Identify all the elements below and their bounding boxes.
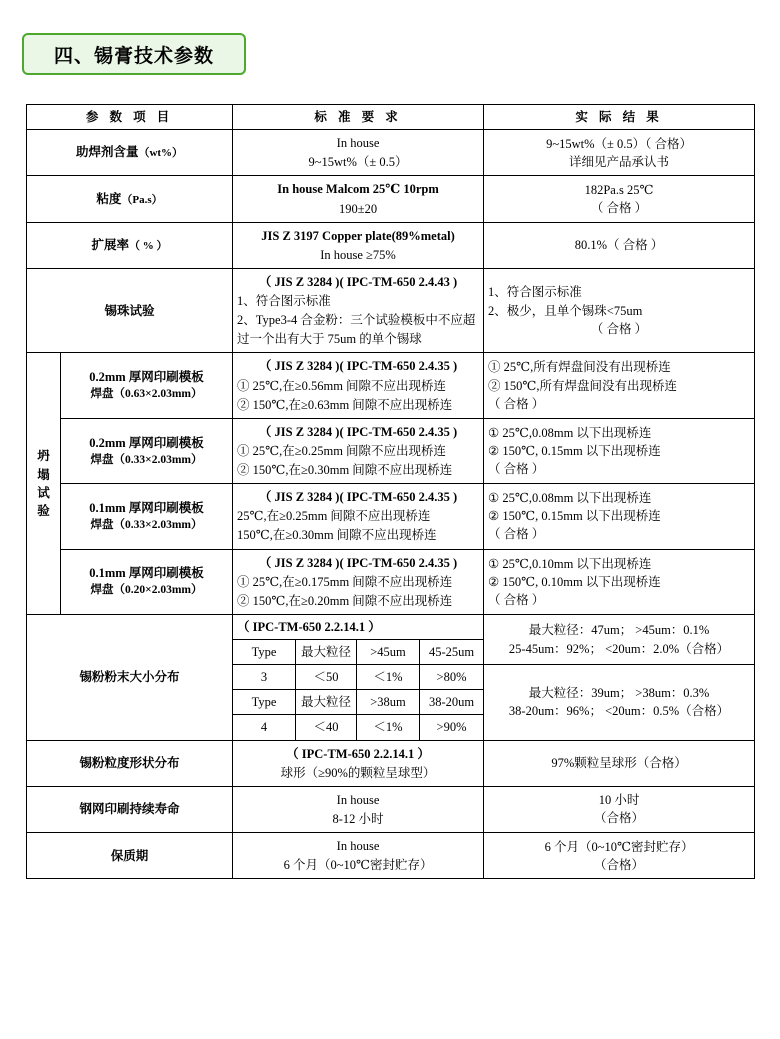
powder-r2-type: 4 (233, 715, 296, 740)
shelf-life-actual: 6 个月（0~10℃密封贮存） （合格） (484, 833, 755, 879)
table-row-powder-shape (27, 740, 755, 786)
row-label-shelf-life: 保质期 (27, 833, 233, 879)
shelf-life-standard: In house 6 个月（0~10℃密封贮存） (233, 833, 484, 879)
row-actual-solderball: 1、符合图示标准 2、极少，且单个锡珠<75um （ 合格 ） (484, 268, 755, 353)
powder-r1-type: 3 (233, 665, 296, 690)
stencil-life-actual: 10 小时 （合格） (484, 786, 755, 832)
powder-shape-standard: （ IPC-TM-650 2.2.14.1 ） 球形（≥90%的颗粒呈球型） (233, 740, 484, 786)
slump-4-actual: ① 25℃,0.10mm 以下出现桥连 ② 150℃, 0.10mm 以下出现桥连 （ 合格 ） (484, 549, 755, 614)
powder-h1-gt45: >45um (357, 640, 420, 665)
table-row-powder-size-title (27, 614, 755, 639)
powder-h2-max: 最大粒径 (296, 690, 357, 715)
table-row-flux (27, 130, 755, 176)
table-row-slump-1 (27, 353, 755, 418)
row-label-stencil-life: 钢网印刷持续寿命 (27, 786, 233, 832)
row-standard-viscosity: In house Malcom 25℃ 10rpm 190±20 (233, 176, 484, 222)
stencil-life-standard: In house 8-12 小时 (233, 786, 484, 832)
powder-r2-max: ＜40 (296, 715, 357, 740)
slump-1-label: 0.2mm 厚网印刷模板 焊盘（0.63×2.03mm） (61, 353, 233, 418)
row-label-flux: 助焊剂含量（wt%） (27, 130, 233, 176)
powder-size-actual-top: 最大粒径：47um； >45um：0.1% 25-45um：92%； <20um：2.0%（合格） (484, 614, 755, 664)
slump-1-standard: （ JIS Z 3284 )( IPC-TM-650 2.4.35 ) ① 25℃,在≥0.56mm 间隙不应出现桥连 ② 150℃,在≥0.63mm 间隙不应出现桥连 (233, 353, 484, 418)
row-actual-spread: 80.1%（ 合格 ） (484, 222, 755, 268)
row-label-slump: 坍 塌 试 验 (27, 353, 61, 615)
slump-2-actual: ① 25℃,0.08mm 以下出现桥连 ② 150℃, 0.15mm 以下出现桥连 （ 合格 ） (484, 418, 755, 483)
row-label-solderball: 锡珠试验 (27, 268, 233, 353)
row-label-powder-shape: 锡粉粒度形状分布 (27, 740, 233, 786)
powder-r1-4525: >80% (420, 665, 484, 690)
powder-r2-gt38: ＜1% (357, 715, 420, 740)
table-row-spread (27, 222, 755, 268)
powder-shape-actual: 97%颗粒呈球形（合格） (484, 740, 755, 786)
powder-size-standard-title: （ IPC-TM-650 2.2.14.1 ） (233, 614, 484, 639)
table-row-slump-3 (27, 484, 755, 549)
table-row-shelf-life (27, 833, 755, 879)
powder-size-actual-bottom: 最大粒径：39um； >38um：0.3% 38-20um：96%； <20um：0.5%（合格） (484, 665, 755, 740)
slump-1-actual: ① 25℃,所有焊盘间没有出现桥连 ② 150℃,所有焊盘间没有出现桥连 （ 合格 ） (484, 353, 755, 418)
powder-r1-max: ＜50 (296, 665, 357, 690)
table-row-viscosity (27, 176, 755, 222)
slump-3-label: 0.1mm 厚网印刷模板 焊盘（0.33×2.03mm） (61, 484, 233, 549)
slump-4-label: 0.1mm 厚网印刷模板 焊盘（0.20×2.03mm） (61, 549, 233, 614)
row-label-viscosity: 粘度（Pa.s） (27, 176, 233, 222)
header-parameter: 参 数 项 目 (27, 105, 233, 130)
slump-2-label: 0.2mm 厚网印刷模板 焊盘（0.33×2.03mm） (61, 418, 233, 483)
powder-h2-3820: 38-20um (420, 690, 484, 715)
heading-banner (22, 33, 246, 75)
table-row-slump-2 (27, 418, 755, 483)
spec-table (26, 104, 755, 879)
slump-3-actual: ① 25℃,0.08mm 以下出现桥连 ② 150℃, 0.15mm 以下出现桥连 （ 合格 ） (484, 484, 755, 549)
row-label-spread: 扩展率（ % ） (27, 222, 233, 268)
row-label-powder-size: 锡粉粉末大小分布 (27, 614, 233, 740)
powder-r2-3820: >90% (420, 715, 484, 740)
powder-r1-gt45: ＜1% (357, 665, 420, 690)
slump-4-standard: （ JIS Z 3284 )( IPC-TM-650 2.4.35 ) ① 25℃,在≥0.175mm 间隙不应出现桥连 ② 150℃,在≥0.20mm 间隙不应出现桥连 (233, 549, 484, 614)
powder-h2-gt38: >38um (357, 690, 420, 715)
row-standard-solderball: （ JIS Z 3284 )( IPC-TM-650 2.4.43 ) 1、符合图示标准 2、Type3-4 合金粉：三个试验模板中不应超 过一个出有大于 75um 的单个锡球 (233, 268, 484, 353)
powder-h2-type: Type (233, 690, 296, 715)
section-heading (22, 33, 246, 75)
header-standard: 标 准 要 求 (233, 105, 484, 130)
powder-h1-max: 最大粒径 (296, 640, 357, 665)
slump-3-standard: （ JIS Z 3284 )( IPC-TM-650 2.4.35 ) 25℃,在≥0.25mm 间隙不应出现桥连 150℃,在≥0.30mm 间隙不应出现桥连 (233, 484, 484, 549)
powder-h1-4525: 45-25um (420, 640, 484, 665)
heading-text: 四、锡膏技术参数 (53, 45, 214, 67)
slump-2-standard: （ JIS Z 3284 )( IPC-TM-650 2.4.35 ) ① 25℃,在≥0.25mm 间隙不应出现桥连 ② 150℃,在≥0.30mm 间隙不应出现桥连 (233, 418, 484, 483)
powder-h1-type: Type (233, 640, 296, 665)
header-actual: 实 际 结 果 (484, 105, 755, 130)
table-header-row (27, 105, 755, 130)
table-row-slump-4 (27, 549, 755, 614)
table-row-stencil-life (27, 786, 755, 832)
row-standard-spread: JIS Z 3197 Copper plate(89%metal) In house ≥75% (233, 222, 484, 268)
row-standard-flux: In house 9~15wt%（± 0.5） (233, 130, 484, 176)
table-row-solderball (27, 268, 755, 353)
row-actual-viscosity: 182Pa.s 25℃ （ 合格 ） (484, 176, 755, 222)
row-actual-flux: 9~15wt%（± 0.5）（ 合格） 详细见产品承认书 (484, 130, 755, 176)
